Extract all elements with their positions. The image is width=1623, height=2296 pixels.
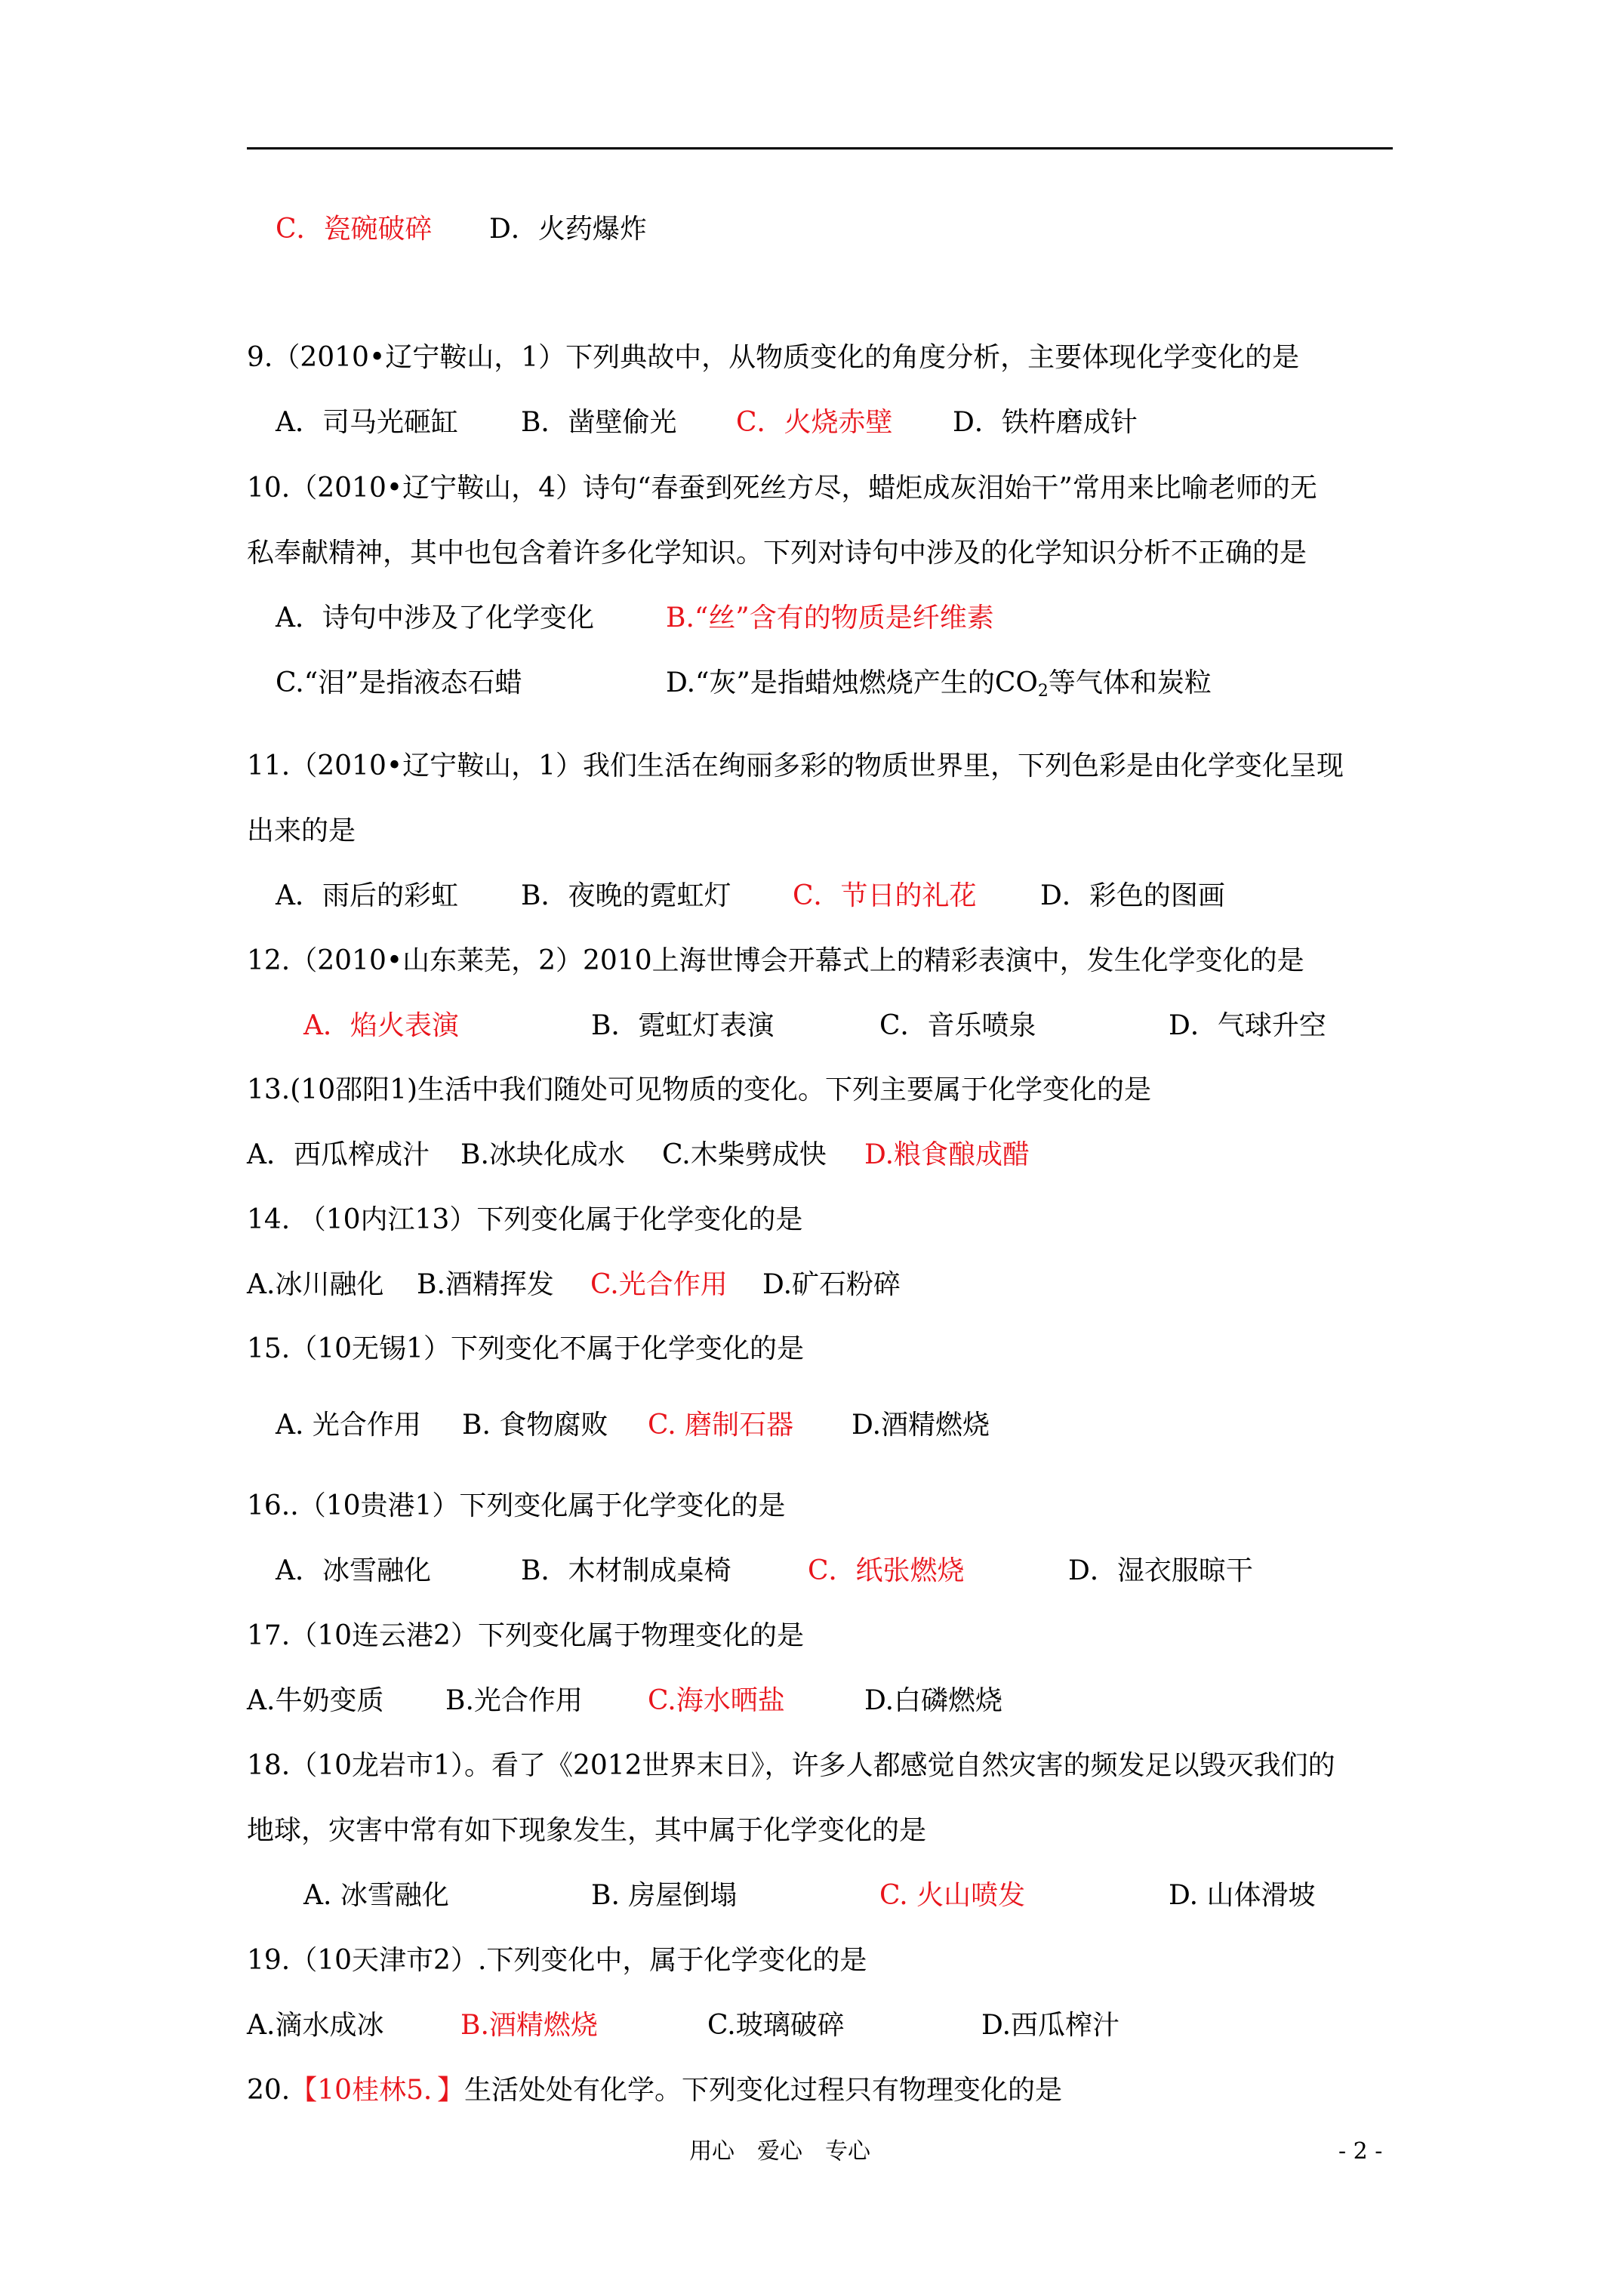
q18-stem-2: 地球，灾害中常有如下现象发生，其中属于化学变化的是 — [247, 1815, 927, 1846]
q11-option-a: A．雨后的彩虹 — [276, 880, 458, 911]
q16-option-a: A．冰雪融化 — [276, 1555, 431, 1586]
q16-option-c: C．纸张燃烧 — [808, 1555, 965, 1586]
q15-option-a: A. 光合作用 — [276, 1410, 421, 1441]
q19-option-b: B.酒精燃烧 — [460, 2010, 598, 2041]
q20-stem — [247, 2074, 1062, 2107]
q19-option-d: D.西瓜榨汁 — [981, 2010, 1120, 2041]
q16-stem: 16..（10贵港1）下列变化属于化学变化的是 — [247, 1490, 786, 1521]
q11-stem-2: 出来的是 — [247, 815, 356, 846]
footer-motto: 用心 爱心 专心 — [689, 2138, 870, 2165]
q13-stem: 13.(10邵阳1)生活中我们随处可见物质的变化。下列主要属于化学变化的是 — [247, 1074, 1152, 1105]
q18-option-c: C. 火山喷发 — [879, 1880, 1026, 1911]
q13-option-b: B.冰块化成水 — [460, 1139, 625, 1170]
q14-option-d: D.矿石粉碎 — [762, 1269, 901, 1300]
q16-option-d: D．湿衣服晾干 — [1068, 1555, 1253, 1586]
q12-option-b: B．霓虹灯表演 — [591, 1010, 775, 1041]
q12-option-c: C．音乐喷泉 — [879, 1010, 1036, 1041]
q10-stem-1: 10.（2010•辽宁鞍山，4）诗句“春蚕到死丝方尽，蜡炬成灰泪始干”常用来比喻老师的无 — [247, 473, 1317, 504]
q8-option-d: D．火药爆炸 — [489, 214, 647, 245]
q17-stem: 17.（10连云港2）下列变化属于物理变化的是 — [247, 1620, 804, 1651]
q18-option-d: D. 山体滑坡 — [1169, 1880, 1316, 1911]
q19-option-c: C.玻璃破碎 — [707, 2010, 845, 2041]
q13-option-a: A．西瓜榨成汁 — [247, 1139, 430, 1170]
q20-source: 【10桂林5．】 — [290, 2075, 464, 2106]
q10-stem-2: 私奉献精神，其中也包含着许多化学知识。下列对诗句中涉及的化学知识分析不正确的是 — [247, 538, 1307, 569]
q18-stem-1: 18.（10龙岩市1）。看了《2012世界末日》，许多人都感觉自然灾害的频发足以毁灭我们的 — [247, 1750, 1335, 1781]
q11-stem-1: 11.（2010•辽宁鞍山，1）我们生活在绚丽多彩的物质世界里，下列色彩是由化学变化呈现 — [247, 750, 1344, 781]
q11-option-d: D．彩色的图画 — [1040, 880, 1225, 911]
q12-option-a: A．焰火表演 — [303, 1010, 459, 1041]
q14-option-c: C.光合作用 — [590, 1269, 728, 1300]
q17-option-c: C.海水晒盐 — [648, 1685, 785, 1716]
q16-option-b: B．木材制成桌椅 — [521, 1555, 731, 1586]
q19-option-a: A.滴水成冰 — [247, 2010, 384, 2041]
q15-option-b: B. 食物腐败 — [462, 1410, 608, 1441]
q11-option-c: C．节日的礼花 — [793, 880, 977, 911]
q17-option-a: A.牛奶变质 — [247, 1685, 384, 1716]
q14-option-b: B.酒精挥发 — [417, 1269, 554, 1300]
q9-option-c: C．火烧赤壁 — [736, 407, 893, 438]
q10-option-b: B.“丝”含有的物质是纤维素 — [666, 603, 994, 633]
q9-option-d: D．铁杵磨成针 — [953, 407, 1138, 438]
q18-option-a: A. 冰雪融化 — [303, 1880, 449, 1911]
q9-stem: 9.（2010•辽宁鞍山，1）下列典故中，从物质变化的角度分析，主要体现化学变化的是 — [247, 342, 1300, 373]
q9-option-a: A．司马光砸缸 — [276, 407, 458, 438]
q17-option-d: D.白磷燃烧 — [864, 1685, 1003, 1716]
q20-text: 生活处处有化学。下列变化过程只有物理变化的是 — [463, 2075, 1062, 2106]
q20-number: 20. — [247, 2075, 291, 2106]
q13-option-c: C.木柴劈成快 — [662, 1139, 827, 1170]
q18-option-b: B. 房屋倒塌 — [591, 1880, 738, 1911]
q10-option-a: A．诗句中涉及了化学变化 — [276, 603, 594, 633]
q14-option-a: A.冰川融化 — [247, 1269, 384, 1300]
q15-option-c: C. 磨制石器 — [648, 1410, 794, 1441]
q12-option-d: D．气球升空 — [1169, 1010, 1326, 1041]
q11-option-b: B．夜晚的霓虹灯 — [521, 880, 731, 911]
q12-stem: 12.（2010•山东莱芜，2）2010上海世博会开幕式上的精彩表演中，发生化学变化的是 — [247, 945, 1304, 976]
q13-option-d: D.粮食酿成醋 — [864, 1139, 1030, 1170]
page-number: - 2 - — [1338, 2138, 1383, 2165]
q9-option-b: B．凿壁偷光 — [521, 407, 677, 438]
q17-option-b: B.光合作用 — [445, 1685, 583, 1716]
q14-stem: 14. （10内江13）下列变化属于化学变化的是 — [247, 1204, 803, 1235]
q10-option-d: D.“灰”是指蜡烛燃烧产生的$CO_2$等气体和炭粒 — [666, 667, 1212, 701]
q19-stem: 19.（10天津市2）.下列变化中，属于化学变化的是 — [247, 1945, 867, 1976]
q15-option-d: D.酒精燃烧 — [852, 1410, 990, 1441]
header-rule — [247, 147, 1393, 149]
q10-option-c: C.“泪”是指液态石蜡 — [276, 667, 522, 698]
q15-stem: 15.（10无锡1）下列变化不属于化学变化的是 — [247, 1333, 804, 1364]
q8-option-c: C．瓷碗破碎 — [276, 214, 433, 245]
